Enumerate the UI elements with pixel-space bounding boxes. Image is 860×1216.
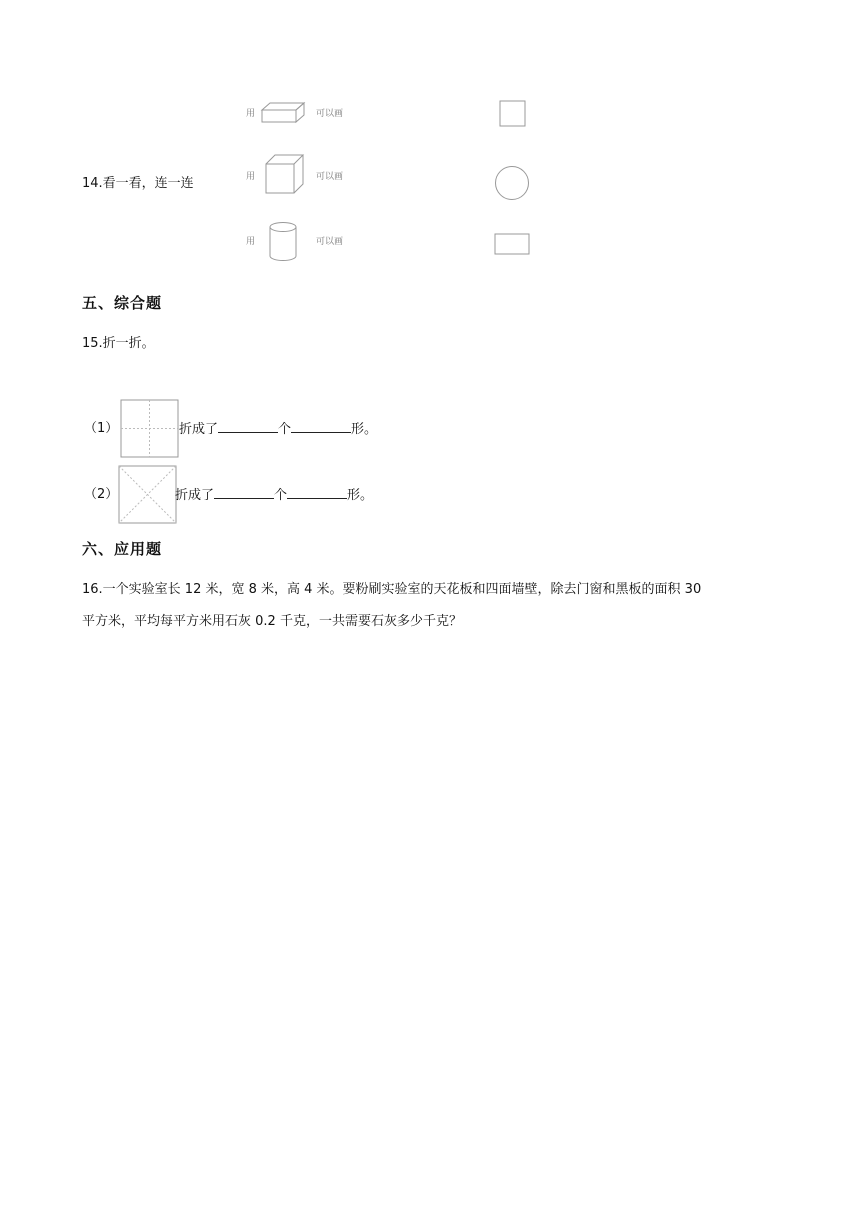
q16-line-2: 平方米，平均每平方米用石灰 0.2 千克，一共需要石灰多少千克？ — [82, 614, 462, 629]
section-5-heading: 五、综合题 — [82, 294, 163, 312]
q15-item1-text-b: 个 — [278, 422, 292, 437]
q14-row3-can-draw: 可以画 — [316, 237, 344, 247]
rectangle-shape-icon[interactable] — [494, 233, 532, 257]
q15-item2-number: （2） — [84, 487, 119, 502]
q15-item2-text-c: 形。 — [347, 488, 374, 503]
section-6-heading: 六、应用题 — [82, 540, 163, 558]
fold-square-cross-icon — [120, 399, 180, 459]
q14-label: 14.看一看，连一连 — [82, 176, 194, 191]
square-shape-icon[interactable] — [499, 100, 527, 128]
q15-item1-number: （1） — [84, 421, 119, 436]
q14-row1-can-draw: 可以画 — [316, 109, 344, 119]
q15-item2-sentence — [175, 485, 373, 506]
q14-row2-use: 用 — [246, 172, 256, 182]
q14-row1-use: 用 — [246, 109, 256, 119]
fold-square-diagonal-icon — [118, 465, 178, 525]
q15-item1-text-a: 折成了 — [179, 422, 219, 437]
q15-item1-count-blank[interactable] — [218, 419, 278, 433]
q15-label: 15.折一折。 — [82, 336, 155, 351]
q15-item1-sentence — [179, 419, 377, 440]
cuboid-icon — [258, 100, 308, 126]
q15-item2-count-blank[interactable] — [214, 485, 274, 499]
q16-problem — [82, 574, 772, 638]
q15-item2-text-b: 个 — [274, 488, 288, 503]
q15-item1-shape-blank[interactable] — [291, 419, 351, 433]
cylinder-icon — [266, 220, 300, 264]
q15-item2-shape-blank[interactable] — [287, 485, 347, 499]
q14-row2-can-draw: 可以画 — [316, 172, 344, 182]
cube-icon — [263, 152, 305, 196]
q16-line-1: 16.一个实验室长 12 米，宽 8 米，高 4 米。要粉刷实验室的天花板和四面墙壁，除去门窗和黑板的面积 30 — [82, 582, 702, 597]
circle-shape-icon[interactable] — [494, 165, 530, 201]
q15-item2-text-a: 折成了 — [175, 488, 215, 503]
q14-row3-use: 用 — [246, 237, 256, 247]
q15-item1-text-c: 形。 — [351, 422, 378, 437]
